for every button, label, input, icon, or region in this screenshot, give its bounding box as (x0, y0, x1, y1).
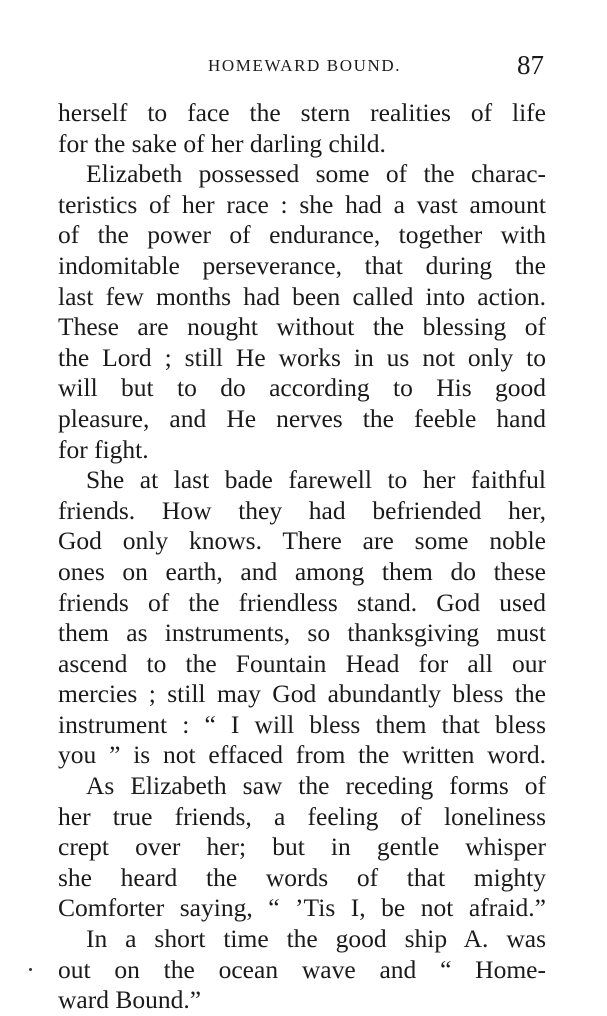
text-line: ones on earth, and among them do these (58, 556, 546, 586)
text-line: herself to face the stern realities of life (58, 98, 546, 127)
text-line: her true friends, a feeling of loneliness (58, 801, 546, 831)
text-line: last few months had been called into action. (58, 281, 546, 311)
text-line: will but to do according to His good (58, 373, 546, 403)
text-line: Elizabeth possessed some of the charac- (86, 159, 546, 189)
text-line: She at last bade farewell to her faithful (86, 465, 546, 495)
page-number: 87 (517, 50, 544, 80)
text-line: she heard the words of that mighty (58, 862, 546, 892)
text-line: pleasure, and He nerves the feeble hand (58, 403, 546, 433)
text-line: them as instruments, so thanksgiving must (58, 618, 546, 648)
text-line: of the power of endurance, together with (58, 220, 546, 250)
running-head (58, 50, 546, 90)
text-line: ward Bound.” (58, 985, 202, 1015)
text-line: friends. How they had befriended her, (58, 495, 546, 525)
text-line: teristics of her race : she had a vast amount (58, 189, 546, 219)
text-line: In a short time the good ship A. was (86, 924, 546, 954)
running-title: HOMEWARD BOUND. (208, 56, 402, 75)
print-speck (29, 968, 32, 971)
text-line: ascend to the Fountain Head for all our (58, 648, 546, 678)
text-line: for fight. (58, 434, 149, 464)
text-line: for the sake of her darling child. (58, 128, 386, 158)
text-line: the Lord ; still He works in us not only to (58, 342, 546, 372)
text-line: out on the ocean wave and “ Home- (58, 954, 546, 984)
text-line: Comforter saying, “ ’Tis I, be not afraid.” (58, 893, 546, 923)
text-line: indomitable perseverance, that during the (58, 250, 546, 280)
text-line: instrument : “ I will bless them that bless (58, 709, 546, 739)
text-line: God only knows. There are some noble (58, 526, 546, 556)
text-line: friends of the friendless stand. God used (58, 587, 546, 617)
text-line: As Elizabeth saw the receding forms of (86, 771, 546, 801)
text-line: you ” is not effaced from the written word. (58, 740, 546, 770)
text-line: mercies ; still may God abundantly bless the (58, 679, 546, 709)
body-text (58, 98, 546, 1016)
text-line: These are nought without the blessing of (58, 312, 546, 342)
text-line: crept over her; but in gentle whisper (58, 832, 546, 862)
